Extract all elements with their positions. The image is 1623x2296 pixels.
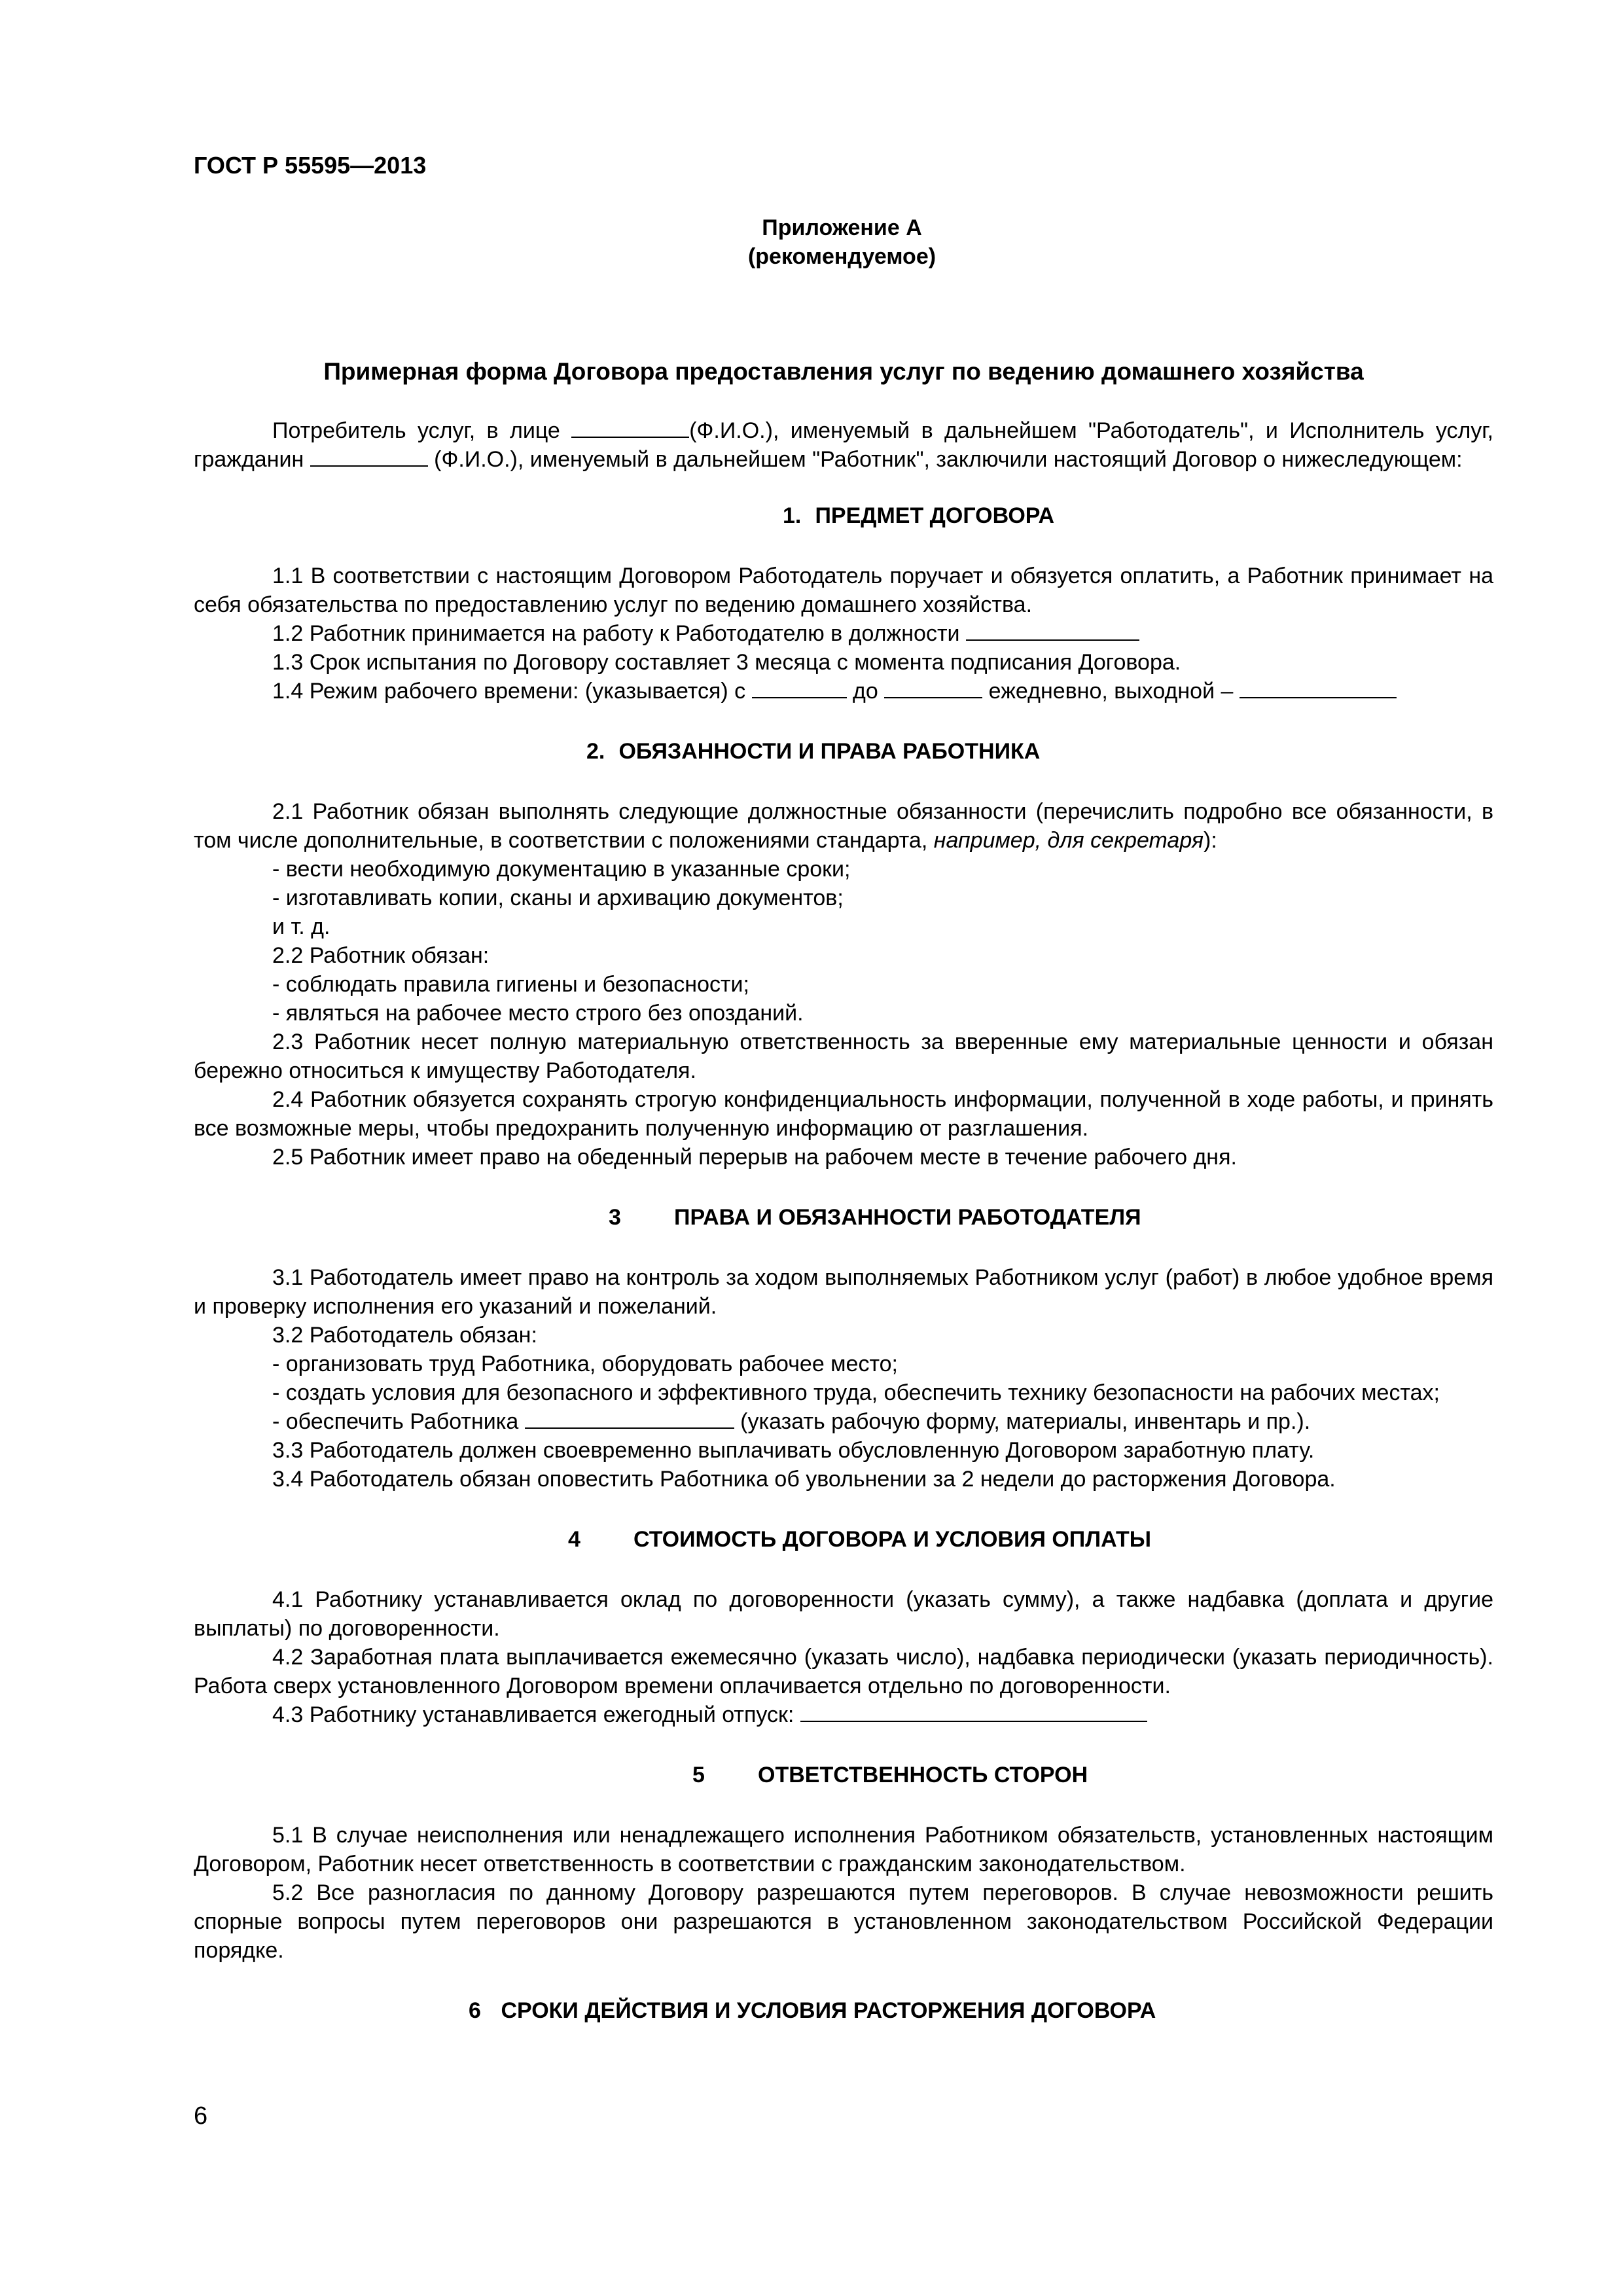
clause: 3.2 Работодатель обязан: [272, 1323, 537, 1348]
document-title: Примерная форма Договора предоставления услуг по ведению домашнего хозяйства [323, 358, 1364, 385]
clause: 4.2 Заработная плата выплачивается ежемесячно (указать число), надбавка периодически (указать периодичность). Работа сверх установленного Договором времени оплачивается отдельно по договоренности. [194, 1645, 1493, 1698]
clause: 5.2 Все разногласия по данному Договору разрешаются путем переговоров. В случае невозможности решить спорные вопросы путем переговоров они разрешаются в установленном законодательством Российской Федерации порядке. [194, 1880, 1493, 1963]
clause: 2.1 Работник обязан выполнять следующие должностные обязанности (перечислить подробно все обязанности, в том числе дополнительные, в соответствии с положениями стандарта, например, для секретаря): [194, 799, 1493, 853]
list-item: - обеспечить Работника (указать рабочую форму, материалы, инвентарь и пр.). [272, 1409, 1311, 1434]
clause: 2.4 Работник обязуется сохранять строгую конфиденциальность информации, полученной в ходе работы, и принять все возможные меры, чтобы предохранить полученную информацию от разглашения. [194, 1087, 1493, 1141]
clause: 1.2 Работник принимается на работу к Работодателю в должности [194, 619, 1493, 648]
clause: 5.1 В случае неисполнения или ненадлежащего исполнения Работником обязательств, установленных настоящим Договором, Работник несет ответственность в соответствии с гражданским законодательством. [194, 1823, 1493, 1876]
clause: 2.2 Работник обязан: [272, 943, 490, 968]
clause: 3.3 Работодатель должен своевременно выплачивать обусловленную Договором заработную плату. [272, 1438, 1315, 1463]
clause: 2.3 Работник несет полную материальную ответственность за вверенные ему материальные ценности и обязан бережно относиться к имуществу Работодателя. [194, 1030, 1493, 1083]
list-item: - являться на рабочее место строго без опозданий. [272, 1001, 804, 1026]
clause: 1.3 Срок испытания по Договору составляет 3 месяца с момента подписания Договора. [272, 650, 1181, 675]
fill-blank [310, 446, 428, 467]
list-item: - изготавливать копии, сканы и архивацию документов; [272, 886, 844, 910]
fill-blank [752, 677, 847, 698]
fill-blank [884, 677, 982, 698]
page-number: 6 [194, 2102, 208, 2130]
list-item: и т. д. [272, 914, 330, 939]
clause: 1.1 В соответствии с настоящим Договором Работодатель поручает и обязуется оплатить, а Работник принимает на себя обязательства по предоставлению услуг по ведению домашнего хозяйства. [194, 564, 1493, 617]
appendix-status: (рекомендуемое) [747, 244, 936, 269]
list-item: - вести необходимую документацию в указанные сроки; [272, 857, 851, 882]
section-heading: 3 ПРАВА И ОБЯЗАННОСТИ РАБОТОДАТЕЛЯ [609, 1205, 1141, 1230]
section-heading: 4 СТОИМОСТЬ ДОГОВОРА И УСЛОВИЯ ОПЛАТЫ [568, 1527, 1151, 1552]
list-item: - соблюдать правила гигиены и безопасности; [272, 972, 749, 997]
intro-paragraph: Потребитель услуг, в лице (Ф.И.О.), именуемый в дальнейшем "Работодатель", и Исполнитель услуг, гражданин (Ф.И.О.), именуемый в дальнейшем "Работник", заключили настоящий Договор о нижеследующем: [194, 418, 1493, 472]
section-heading: 1. ПРЕДМЕТ ДОГОВОРА [783, 503, 1055, 528]
document-body [194, 416, 1493, 2056]
clause: 3.1 Работодатель имеет право на контроль за ходом выполняемых Работником услуг (работ) в любое удобное время и проверку исполнения его указаний и пожеланий. [194, 1265, 1493, 1319]
fill-blank [966, 620, 1139, 641]
clause: 3.4 Работодатель обязан оповестить Работника об увольнении за 2 недели до расторжения Договора. [272, 1467, 1336, 1492]
fill-blank [1240, 677, 1397, 698]
clause: 4.1 Работнику устанавливается оклад по договоренности (указать сумму), а также надбавка (доплата и другие выплаты) по договоренности. [194, 1587, 1493, 1641]
section-heading: 2. ОБЯЗАННОСТИ И ПРАВА РАБОТНИКА [586, 739, 1041, 764]
list-item: - организовать труд Работника, оборудовать рабочее место; [272, 1352, 899, 1376]
clause: 4.3 Работнику устанавливается ежегодный отпуск: [194, 1700, 1493, 1729]
appendix-heading [0, 213, 1623, 271]
clause: 1.4 Режим рабочего времени: (указывается) с до ежедневно, выходной – [194, 677, 1493, 706]
list-item: - создать условия для безопасного и эффективного труда, обеспечить технику безопасности на рабочих местах; [272, 1380, 1440, 1405]
fill-blank [571, 417, 689, 438]
clause: 2.5 Работник имеет право на обеденный перерыв на рабочем месте в течение рабочего дня. [272, 1145, 1237, 1170]
section-heading: 6 СРОКИ ДЕЙСТВИЯ И УСЛОВИЯ РАСТОРЖЕНИЯ ДОГОВОРА [469, 1998, 1156, 2023]
appendix-label: Приложение А [762, 215, 922, 240]
document-code: ГОСТ Р 55595—2013 [194, 152, 427, 179]
section-heading: 5 ОТВЕТСТВЕННОСТЬ СТОРОН [692, 1763, 1088, 1787]
fill-blank [525, 1408, 734, 1429]
fill-blank [800, 1701, 1147, 1722]
